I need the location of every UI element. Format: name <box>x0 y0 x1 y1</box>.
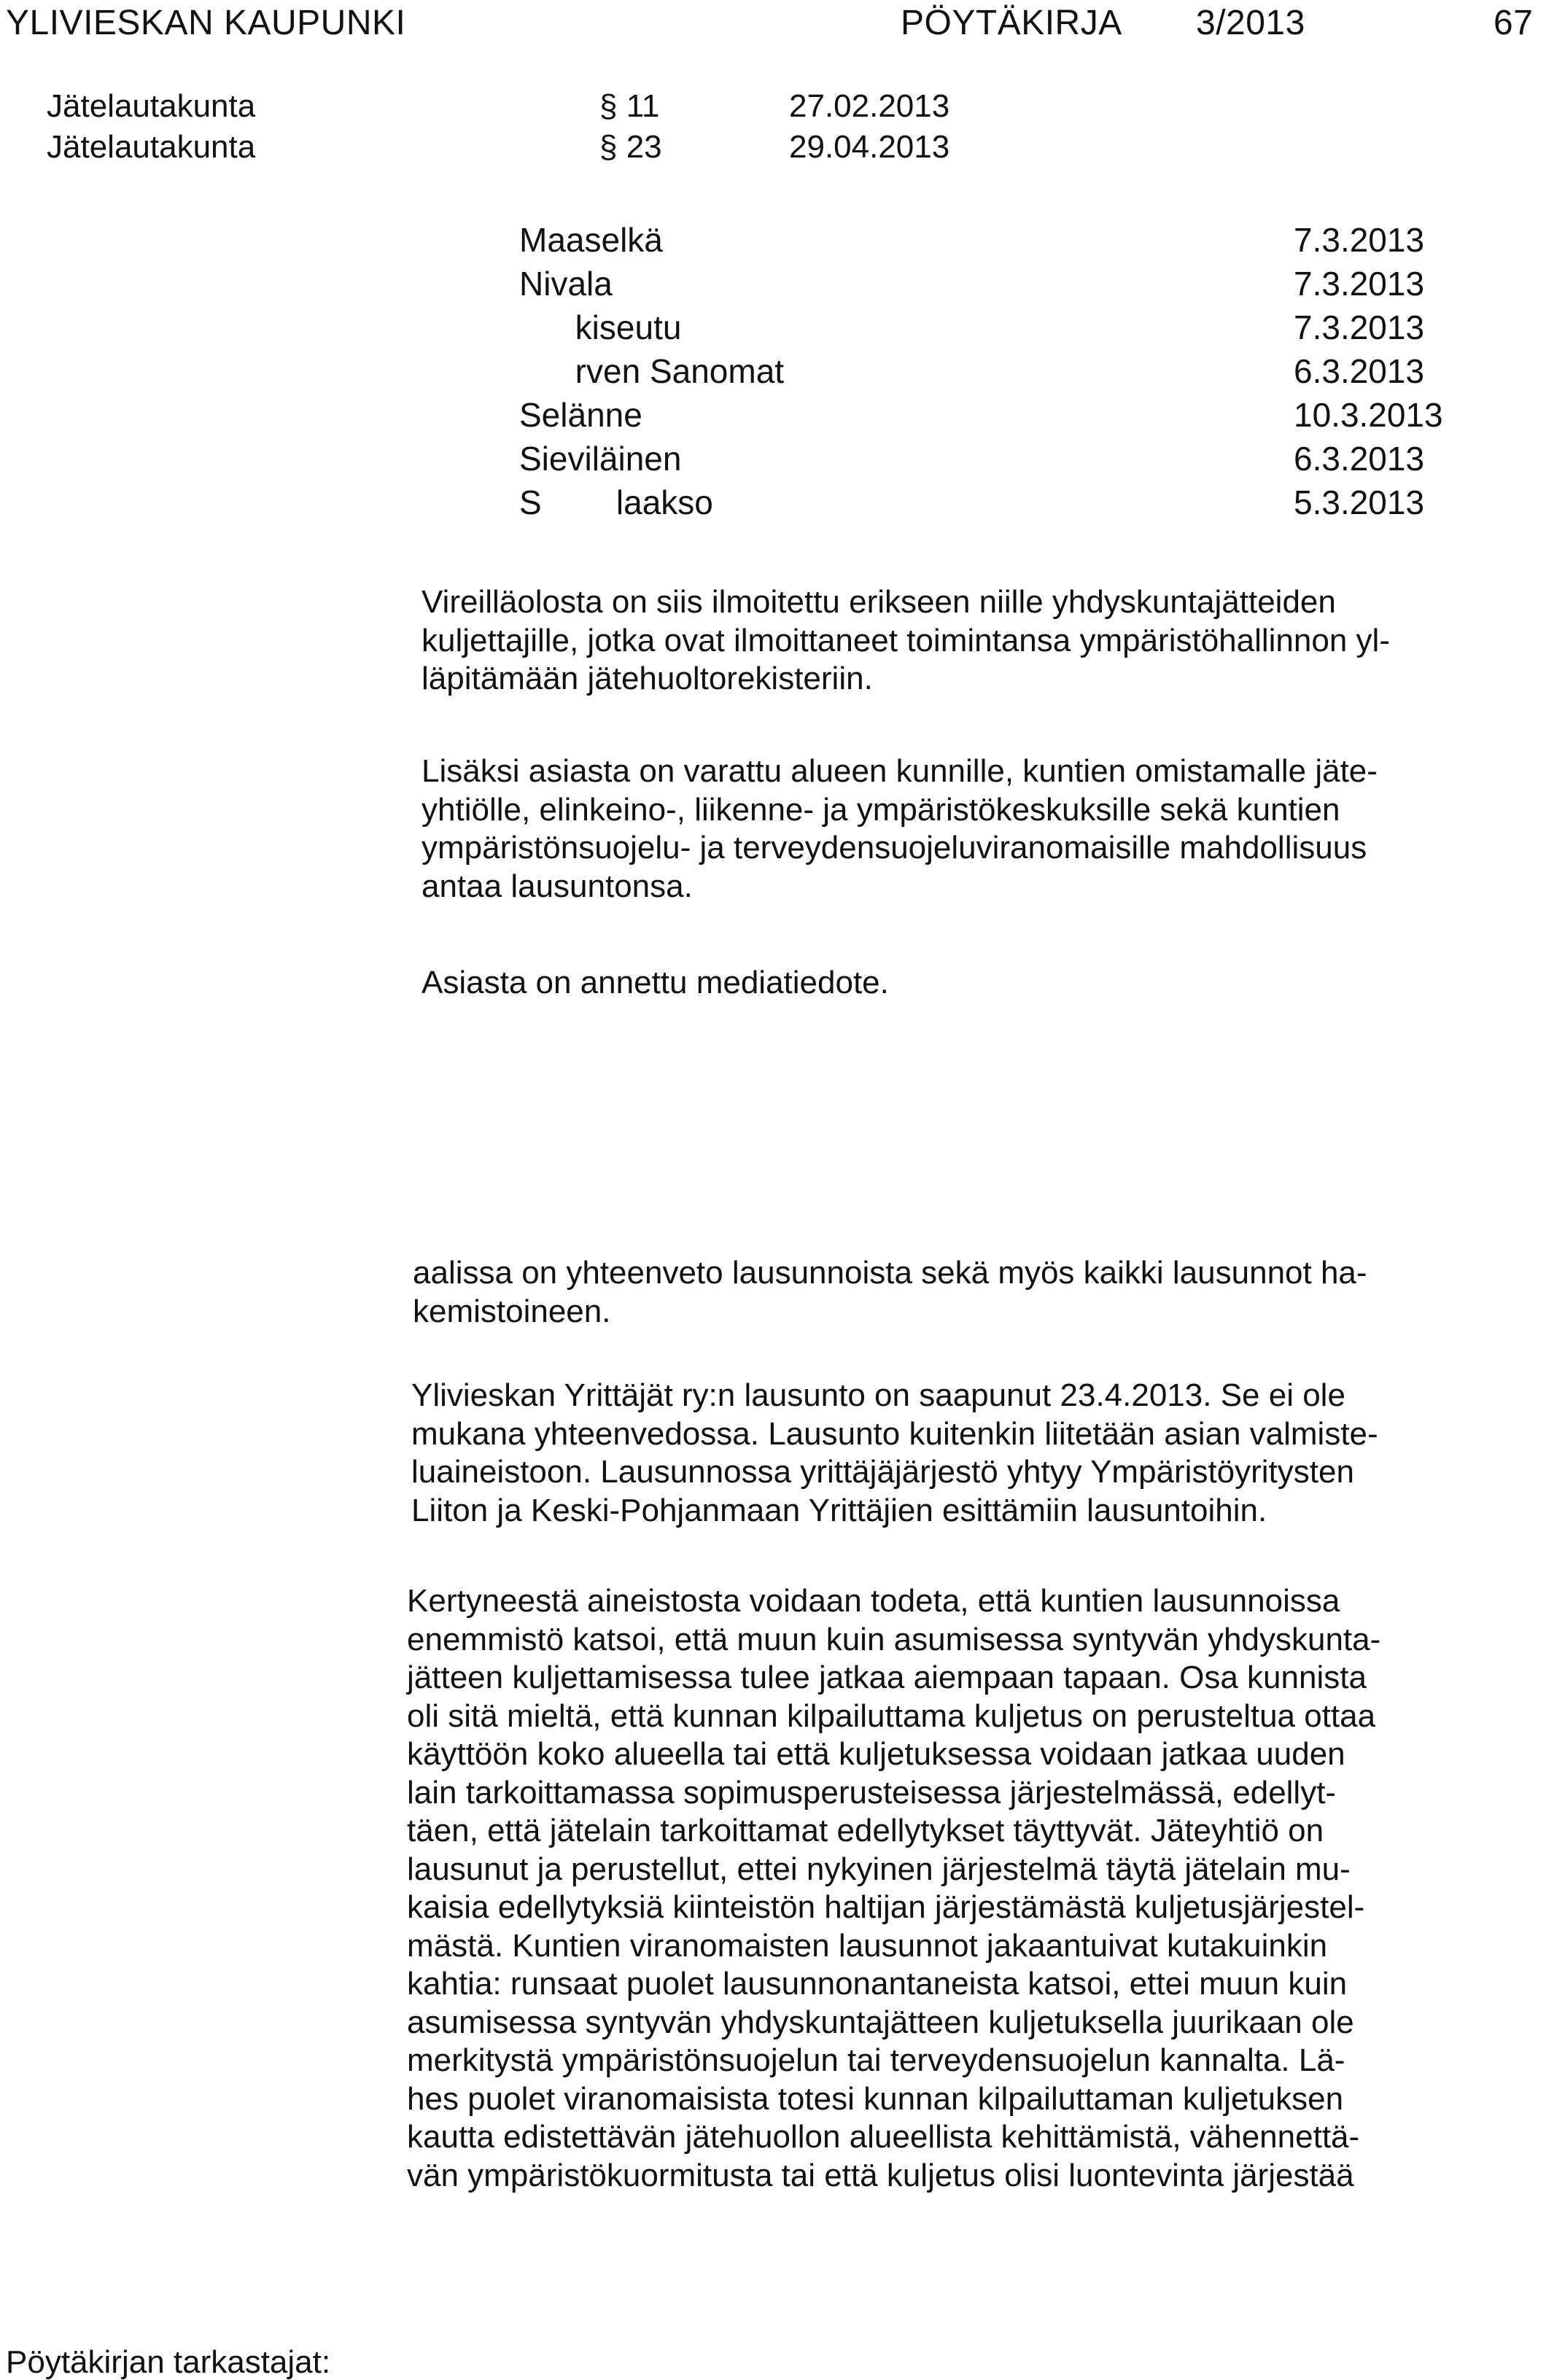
paragraph-line: Kertyneestä aineistosta voidaan todeta, että kuntien lausunnoissa <box>407 1583 1340 1619</box>
list-item <box>519 264 1467 308</box>
paragraph-line: Liiton ja Keski-Pohjanmaan Yrittäjien esittämiin lausuntoihin. <box>411 1492 1267 1528</box>
list-item <box>519 395 1467 439</box>
list-item-name: S laakso <box>519 483 713 521</box>
list-item <box>519 220 1467 264</box>
reference-body: Jätelautakunta <box>47 129 256 165</box>
paragraph-line: vän ympäristökuormitusta tai että kuljetus olisi luontevinta järjestää <box>407 2157 1354 2193</box>
minutes-reviewers-label: Pöytäkirjan tarkastajat: <box>6 2344 331 2380</box>
paragraph-line: läpitämään jätehuoltorekisteriin. <box>422 661 873 696</box>
paragraph-conclusions <box>407 1582 1380 2195</box>
issue-number: 3/2013 <box>1196 4 1305 42</box>
list-item-date: 6.3.2013 <box>1294 440 1425 478</box>
list-item <box>519 439 1467 483</box>
paragraph-line: Lisäksi asiasta on varattu alueen kunnille, kuntien omistamalle jäte- <box>422 753 1378 789</box>
reference-section: § 23 <box>599 129 662 165</box>
list-item-date: 6.3.2013 <box>1294 352 1425 390</box>
list-item <box>519 308 1467 351</box>
paragraph-line: Asiasta on annettu mediatiedote. <box>422 965 889 1000</box>
paragraph-line: mukana yhteenvedossa. Lausunto kuitenkin liitetään asian valmiste- <box>411 1415 1378 1452</box>
paragraph-line: yhtiölle, elinkeino-, liikenne- ja ympäristökeskuksille sekä kuntien <box>422 791 1340 828</box>
paragraph-line: kaisia edellytyksiä kiinteistön haltijan järjestämästä kuljetusjärjestel- <box>407 1889 1365 1925</box>
paragraph-line: Vireilläolosta on siis ilmoitettu erikseen niille yhdyskuntajätteiden <box>422 584 1336 620</box>
paragraph-line: käyttöön koko alueella tai että kuljetuksessa voidaan jatkaa uuden <box>407 1736 1345 1772</box>
list-item-date: 7.3.2013 <box>1294 308 1425 346</box>
paragraph-line: asumisessa syntyvän yhdyskuntajätteen kuljetuksella juurikaan ole <box>407 2004 1354 2040</box>
reference-date: 29.04.2013 <box>789 129 950 165</box>
list-item-date: 10.3.2013 <box>1294 396 1443 434</box>
paragraph-line: mästä. Kuntien viranomaisten lausunnot jakaantuivat kutakuinkin <box>407 1927 1328 1964</box>
page-number: 67 <box>1493 4 1534 42</box>
paragraph-line: lain tarkoittamassa sopimusperusteisessa järjestelmässä, edellyt- <box>407 1774 1337 1811</box>
paragraph-entrepreneurs <box>411 1377 1378 1530</box>
paragraph-line: kuljettajille, jotka ovat ilmoittaneet toimintansa ympäristöhallinnon yl- <box>422 622 1390 658</box>
paragraph-line: lausunut ja perustellut, ettei nykyinen järjestelmä täytä jätelain mu- <box>407 1851 1351 1887</box>
list-item-name: Selänne <box>519 396 642 434</box>
list-item-date: 5.3.2013 <box>1294 483 1425 521</box>
list-item-name: kiseutu <box>519 308 682 346</box>
paragraph-line: kautta edistettävän jätehuollon alueellista kehittämistä, vähennettä- <box>407 2119 1360 2155</box>
reference-date: 27.02.2013 <box>789 88 950 124</box>
list-item <box>519 483 1467 526</box>
list-item-date: 7.3.2013 <box>1294 265 1425 303</box>
paragraph-line: jätteen kuljettamisessa tulee jatkaa aiempaan tapaan. Osa kunnista <box>407 1660 1367 1695</box>
paragraph-line: enemmistö katsoi, että muun kuin asumisessa syntyvän yhdyskunta- <box>407 1621 1381 1657</box>
paragraph-line: merkitystä ympäristönsuojelun tai terveydensuojelun kannalta. Lä- <box>407 2042 1345 2078</box>
paragraph-consultation <box>422 752 1378 906</box>
document-type: PÖYTÄKIRJA <box>901 4 1122 42</box>
paragraph-line: kahtia: runsaat puolet lausunnonantaneista katsoi, ettei muun kuin <box>407 1966 1348 2002</box>
paragraph-line: kemistoineen. <box>413 1293 611 1329</box>
paragraph-media <box>422 964 889 1003</box>
paragraph-line: täen, että jätelain tarkoittamat edellytykset täyttyvät. Jäteyhtiö on <box>407 1813 1324 1848</box>
paragraph-line: ympäristönsuojelu- ja terveydensuojeluviranomaisille mahdollisuus <box>422 830 1367 866</box>
paragraph-line: antaa lausuntonsa. <box>422 868 693 904</box>
list-item <box>519 351 1467 395</box>
list-item-name: Sieviläinen <box>519 440 682 478</box>
paragraph-line: luaineistoon. Lausunnossa yrittäjäjärjestö yhtyy Ympäristöyritysten <box>411 1454 1354 1490</box>
paragraph-summary <box>413 1254 1367 1331</box>
list-item-date: 7.3.2013 <box>1294 221 1425 259</box>
reference-section: § 11 <box>599 88 660 124</box>
notification-list <box>519 220 1467 526</box>
reference-body: Jätelautakunta <box>47 88 256 124</box>
list-item-name: rven Sanomat <box>519 352 785 390</box>
paragraph-line: hes puolet viranomaisista totesi kunnan kilpailuttaman kuljetuksen <box>407 2080 1344 2117</box>
paragraph-notification <box>422 583 1390 699</box>
list-item-name: Nivala <box>519 265 613 303</box>
paragraph-line: aalissa on yhteenveto lausunnoista sekä myös kaikki lausunnot ha- <box>413 1255 1367 1291</box>
list-item-name: Maaselkä <box>519 221 663 259</box>
paragraph-line: Ylivieskan Yrittäjät ry:n lausunto on saapunut 23.4.2013. Se ei ole <box>411 1377 1345 1413</box>
organization-name: YLIVIESKAN KAUPUNKI <box>6 4 406 42</box>
paragraph-line: oli sitä mieltä, että kunnan kilpailuttama kuljetus on perusteltua ottaa <box>407 1698 1376 1734</box>
